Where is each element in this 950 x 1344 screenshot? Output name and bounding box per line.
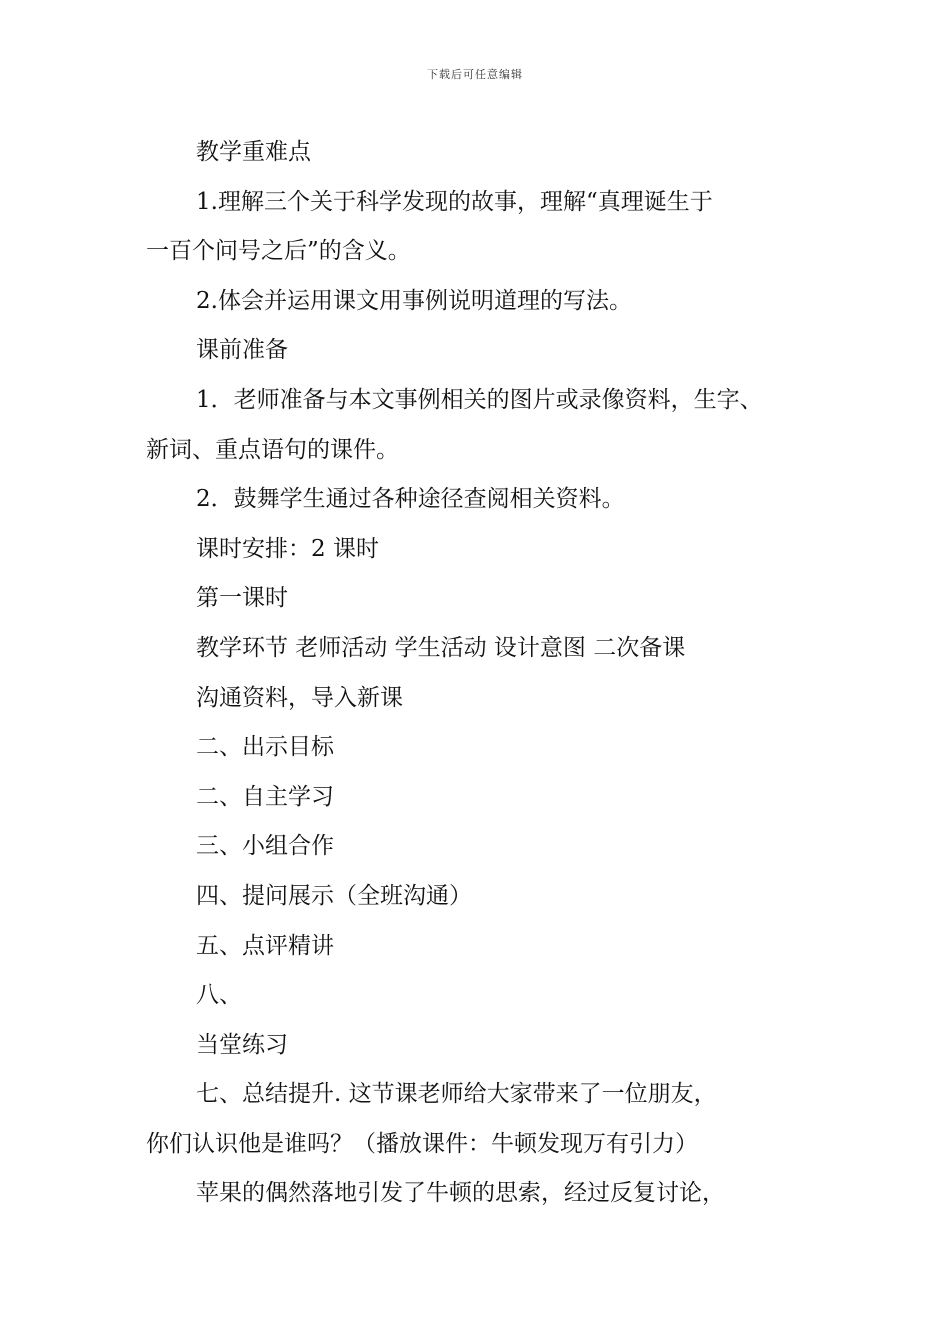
step-line: 四、提问展示（全班沟通） (196, 882, 472, 909)
table-header-line: 教学环节 老师活动 学生活动 设计意图 二次备课 (196, 634, 686, 661)
page-header: 下载后可任意编辑 (427, 68, 523, 81)
paragraph-line: 2.体会并运用课文用事例说明道理的写法。 (196, 287, 632, 314)
step-line: 二、自主学习 (196, 783, 334, 810)
step-line: 八、 (196, 982, 242, 1009)
step-line: 三、小组合作 (196, 833, 334, 860)
paragraph-line: 苹果的偶然落地引发了牛顿的思索，经过反复讨论， (196, 1180, 725, 1207)
schedule-line: 课时安排：2 课时 (196, 535, 379, 562)
step-line: 沟通资料，导入新课 (196, 684, 403, 711)
step-line: 当堂练习 (196, 1031, 288, 1058)
paragraph-line: 一百个问号之后”的含义。 (146, 238, 411, 265)
paragraph-line: 2．鼓舞学生通过各种途径查阅相关资料。 (196, 486, 625, 513)
step-line: 二、出示目标 (196, 734, 334, 761)
document-body (146, 128, 826, 1219)
section-heading-preparation: 课前准备 (196, 337, 288, 364)
paragraph-line: 你们认识他是谁吗？（播放课件：牛顿发现万有引力） (146, 1130, 698, 1157)
section-heading-difficulties: 教学重难点 (196, 139, 311, 165)
paragraph-line: 七、总结提升. 这节课老师给大家带来了一位朋友， (196, 1081, 717, 1108)
lesson-heading: 第一课时 (196, 585, 288, 612)
paragraph-line: 1.理解三个关于科学发现的故事，理解“真理诞生于 (196, 188, 713, 215)
paragraph-line: 新词、重点语句的课件。 (146, 436, 399, 463)
step-line: 五、点评精讲 (196, 932, 334, 959)
paragraph-line: 1．老师准备与本文事例相关的图片或录像资料，生字、 (196, 386, 763, 413)
